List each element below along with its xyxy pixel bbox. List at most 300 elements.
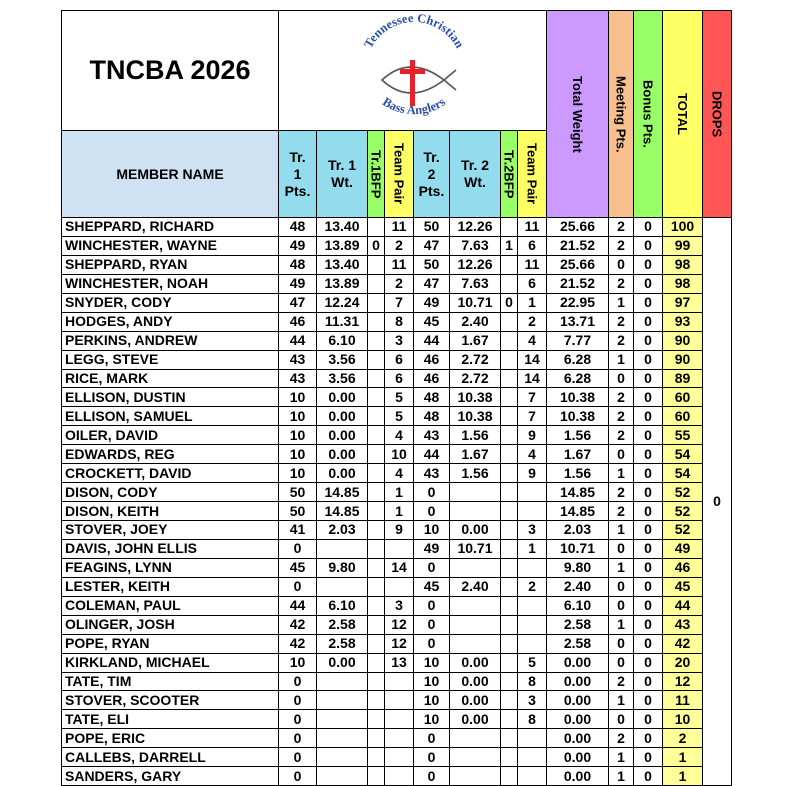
cell-tr2-wt: 2.40 (450, 312, 501, 331)
cell-total-weight: 21.52 (547, 274, 609, 293)
cell-tr1-pts: 44 (279, 596, 317, 615)
cell-tr2-pts: 46 (414, 369, 450, 388)
table-row (62, 464, 732, 483)
cell-meeting-pts: 0 (609, 634, 634, 653)
cell-tr2-pts: 45 (414, 312, 450, 331)
cell-tr1-wt: 14.85 (317, 502, 368, 521)
cell-tr1-wt (317, 691, 368, 710)
cell-tr2-wt: 1.67 (450, 331, 501, 350)
cell-team-pair-1: 5 (385, 388, 414, 407)
cell-member-name: ELLISON, SAMUEL (62, 407, 279, 426)
cell-tr2-bfp (501, 748, 518, 767)
cell-tr1-bfp (368, 350, 385, 369)
cell-total-weight: 7.77 (547, 331, 609, 350)
cell-team-pair-2: 5 (518, 653, 547, 672)
cell-tr1-bfp (368, 464, 385, 483)
table-row (62, 748, 732, 767)
cell-tr2-pts: 43 (414, 464, 450, 483)
cell-bonus-pts: 0 (634, 653, 663, 672)
cell-tr2-pts: 47 (414, 274, 450, 293)
cell-team-pair-1: 4 (385, 426, 414, 445)
cell-total-weight: 2.58 (547, 615, 609, 634)
cell-meeting-pts: 2 (609, 218, 634, 237)
cell-bonus-pts: 0 (634, 539, 663, 558)
cell-tr2-pts: 50 (414, 218, 450, 237)
cell-bonus-pts: 0 (634, 483, 663, 502)
cell-tr1-wt: 2.03 (317, 521, 368, 540)
cell-tr2-bfp (501, 596, 518, 615)
cell-meeting-pts: 2 (609, 502, 634, 521)
cell-tr2-wt (450, 615, 501, 634)
cell-member-name: COLEMAN, PAUL (62, 596, 279, 615)
cell-bonus-pts: 0 (634, 218, 663, 237)
cell-total: 98 (663, 274, 703, 293)
cell-member-name: SHEPPARD, RYAN (62, 255, 279, 274)
cell-tr1-wt: 0.00 (317, 445, 368, 464)
cell-team-pair-2: 7 (518, 388, 547, 407)
table-row (62, 369, 732, 388)
cell-total-weight: 25.66 (547, 218, 609, 237)
cell-tr2-wt: 10.71 (450, 293, 501, 312)
header-total: TOTAL (663, 11, 703, 218)
cell-member-name: CALLEBS, DARRELL (62, 748, 279, 767)
cell-tr1-pts: 0 (279, 539, 317, 558)
table-row (62, 672, 732, 691)
cell-tr1-bfp (368, 748, 385, 767)
cell-tr1-bfp (368, 388, 385, 407)
cell-tr1-pts: 49 (279, 274, 317, 293)
cell-tr1-pts: 43 (279, 369, 317, 388)
cell-member-name: PERKINS, ANDREW (62, 331, 279, 350)
cell-member-name: LEGG, STEVE (62, 350, 279, 369)
cell-bonus-pts: 0 (634, 331, 663, 350)
cell-team-pair-1: 3 (385, 596, 414, 615)
cell-total: 55 (663, 426, 703, 445)
cell-meeting-pts: 1 (609, 558, 634, 577)
cell-tr2-wt: 1.56 (450, 464, 501, 483)
cell-tr1-pts: 10 (279, 653, 317, 672)
cell-tr2-pts: 10 (414, 653, 450, 672)
header-tr2-bfp: Tr.2BFP (501, 131, 518, 218)
cell-tr2-wt: 7.63 (450, 274, 501, 293)
cell-tr1-wt: 12.24 (317, 293, 368, 312)
cell-member-name: KIRKLAND, MICHAEL (62, 653, 279, 672)
cell-total-weight: 1.67 (547, 445, 609, 464)
cell-tr2-pts: 49 (414, 539, 450, 558)
cell-total: 98 (663, 255, 703, 274)
cell-tr2-pts: 0 (414, 748, 450, 767)
cell-tr1-wt: 14.85 (317, 483, 368, 502)
cell-meeting-pts: 1 (609, 350, 634, 369)
cell-bonus-pts: 0 (634, 596, 663, 615)
cell-tr1-bfp (368, 729, 385, 748)
cell-member-name: OLINGER, JOSH (62, 615, 279, 634)
cell-total-weight: 6.28 (547, 369, 609, 388)
cell-tr2-wt: 0.00 (450, 672, 501, 691)
cell-tr2-wt: 2.72 (450, 350, 501, 369)
cell-team-pair-2: 7 (518, 407, 547, 426)
cell-total: 11 (663, 691, 703, 710)
cell-tr1-pts: 49 (279, 236, 317, 255)
cell-tr1-pts: 50 (279, 483, 317, 502)
cell-tr2-pts: 50 (414, 255, 450, 274)
cell-tr2-wt: 2.72 (450, 369, 501, 388)
cell-total-weight: 0.00 (547, 729, 609, 748)
cell-tr1-wt: 6.10 (317, 331, 368, 350)
cell-bonus-pts: 0 (634, 672, 663, 691)
cell-meeting-pts: 1 (609, 521, 634, 540)
cell-tr2-pts: 47 (414, 236, 450, 255)
cell-bonus-pts: 0 (634, 274, 663, 293)
cell-tr1-bfp (368, 615, 385, 634)
cell-tr1-pts: 0 (279, 767, 317, 786)
cell-team-pair-1: 9 (385, 521, 414, 540)
cell-tr1-wt (317, 577, 368, 596)
cell-meeting-pts: 2 (609, 426, 634, 445)
cell-team-pair-2: 4 (518, 331, 547, 350)
cell-tr1-pts: 47 (279, 293, 317, 312)
table-row (62, 729, 732, 748)
cell-tr1-bfp (368, 521, 385, 540)
cell-tr1-bfp (368, 218, 385, 237)
cell-team-pair-1 (385, 710, 414, 729)
logo-top-text: Tennessee Christian (360, 12, 467, 51)
cell-team-pair-1 (385, 539, 414, 558)
table-row (62, 577, 732, 596)
cell-bonus-pts: 0 (634, 445, 663, 464)
cell-total: 60 (663, 388, 703, 407)
cell-team-pair-2 (518, 558, 547, 577)
cell-tr2-wt: 0.00 (450, 710, 501, 729)
cell-bonus-pts: 0 (634, 502, 663, 521)
cell-tr2-wt: 0.00 (450, 653, 501, 672)
cell-bonus-pts: 0 (634, 615, 663, 634)
cell-bonus-pts: 0 (634, 691, 663, 710)
cell-meeting-pts: 2 (609, 274, 634, 293)
cell-tr1-pts: 41 (279, 521, 317, 540)
cell-tr1-bfp (368, 653, 385, 672)
cell-member-name: STOVER, SCOOTER (62, 691, 279, 710)
cell-tr1-bfp (368, 691, 385, 710)
cell-meeting-pts: 0 (609, 369, 634, 388)
cell-tr1-bfp (368, 407, 385, 426)
cell-tr1-pts: 10 (279, 388, 317, 407)
cell-tr2-bfp (501, 331, 518, 350)
cell-tr2-bfp (501, 521, 518, 540)
cell-tr2-bfp (501, 539, 518, 558)
cell-total-weight: 10.71 (547, 539, 609, 558)
cell-tr1-wt: 2.58 (317, 615, 368, 634)
cell-tr2-pts: 0 (414, 483, 450, 502)
table-row (62, 255, 732, 274)
cell-tr1-wt (317, 672, 368, 691)
cell-total-weight: 22.95 (547, 293, 609, 312)
cell-member-name: FEAGINS, LYNN (62, 558, 279, 577)
cell-tr2-wt (450, 483, 501, 502)
cell-total: 52 (663, 502, 703, 521)
cell-tr2-pts: 46 (414, 350, 450, 369)
cell-bonus-pts: 0 (634, 293, 663, 312)
cell-tr2-pts: 0 (414, 502, 450, 521)
cell-bonus-pts: 0 (634, 558, 663, 577)
cell-total: 99 (663, 236, 703, 255)
cell-tr2-pts: 48 (414, 407, 450, 426)
cell-team-pair-1: 10 (385, 445, 414, 464)
cell-meeting-pts: 0 (609, 596, 634, 615)
cell-tr2-bfp (501, 729, 518, 748)
cell-tr2-pts: 10 (414, 691, 450, 710)
cell-team-pair-2 (518, 483, 547, 502)
cell-tr2-wt: 10.38 (450, 388, 501, 407)
cell-team-pair-1: 6 (385, 369, 414, 388)
table-row (62, 634, 732, 653)
standings-table (61, 10, 732, 786)
cell-total: 10 (663, 710, 703, 729)
cell-total: 90 (663, 350, 703, 369)
cell-meeting-pts: 1 (609, 691, 634, 710)
cell-tr1-wt: 13.40 (317, 218, 368, 237)
header-tr2-wt: Tr. 2 Wt. (450, 131, 501, 218)
cell-tr1-wt: 2.58 (317, 634, 368, 653)
cell-member-name: SANDERS, GARY (62, 767, 279, 786)
cell-team-pair-2: 1 (518, 293, 547, 312)
cell-bonus-pts: 0 (634, 236, 663, 255)
cell-meeting-pts: 2 (609, 407, 634, 426)
cell-meeting-pts: 0 (609, 445, 634, 464)
cell-tr1-bfp (368, 577, 385, 596)
cell-tr2-bfp (501, 426, 518, 445)
cell-member-name: POPE, ERIC (62, 729, 279, 748)
cell-team-pair-2: 6 (518, 274, 547, 293)
table-row (62, 539, 732, 558)
cell-total: 54 (663, 445, 703, 464)
cell-total-weight: 0.00 (547, 672, 609, 691)
cell-tr1-pts: 0 (279, 710, 317, 729)
cell-tr2-wt: 1.56 (450, 426, 501, 445)
cell-tr2-bfp (501, 445, 518, 464)
cell-total: 97 (663, 293, 703, 312)
cell-total-weight: 0.00 (547, 653, 609, 672)
cell-bonus-pts: 0 (634, 767, 663, 786)
cell-team-pair-2 (518, 729, 547, 748)
cell-tr2-bfp (501, 274, 518, 293)
cell-team-pair-1 (385, 729, 414, 748)
cell-tr1-pts: 0 (279, 748, 317, 767)
cell-team-pair-1 (385, 577, 414, 596)
cell-total: 54 (663, 464, 703, 483)
cell-meeting-pts: 1 (609, 293, 634, 312)
cell-tr2-pts: 0 (414, 729, 450, 748)
cell-tr1-wt: 3.56 (317, 369, 368, 388)
header-meeting-pts: Meeting Pts. (609, 11, 634, 218)
cell-total-weight: 1.56 (547, 426, 609, 445)
table-row (62, 483, 732, 502)
cell-meeting-pts: 0 (609, 539, 634, 558)
cell-tr2-pts: 10 (414, 672, 450, 691)
table-row (62, 710, 732, 729)
cell-team-pair-2: 8 (518, 710, 547, 729)
cell-member-name: DAVIS, JOHN ELLIS (62, 539, 279, 558)
cell-tr2-wt: 0.00 (450, 521, 501, 540)
cell-team-pair-2: 9 (518, 464, 547, 483)
cell-team-pair-1: 11 (385, 218, 414, 237)
cell-member-name: CROCKETT, DAVID (62, 464, 279, 483)
cell-tr2-pts: 45 (414, 577, 450, 596)
drops-value: 0 (703, 218, 732, 786)
cell-tr2-bfp (501, 502, 518, 521)
cell-team-pair-1: 14 (385, 558, 414, 577)
cell-total: 42 (663, 634, 703, 653)
cell-member-name: POPE, RYAN (62, 634, 279, 653)
cell-tr2-bfp (501, 407, 518, 426)
cell-tr1-wt: 0.00 (317, 464, 368, 483)
cell-tr2-bfp (501, 615, 518, 634)
cell-tr1-pts: 42 (279, 634, 317, 653)
cell-total-weight: 0.00 (547, 748, 609, 767)
cell-tr1-pts: 46 (279, 312, 317, 331)
cell-tr2-bfp (501, 312, 518, 331)
table-row (62, 502, 732, 521)
cell-meeting-pts: 1 (609, 767, 634, 786)
cell-tr2-bfp (501, 577, 518, 596)
cell-team-pair-2 (518, 634, 547, 653)
cell-tr1-wt: 0.00 (317, 653, 368, 672)
cell-meeting-pts: 0 (609, 255, 634, 274)
logo-bottom-text: Bass Anglers (379, 94, 448, 118)
cell-tr2-bfp (501, 255, 518, 274)
cell-bonus-pts: 0 (634, 634, 663, 653)
cell-tr1-bfp (368, 445, 385, 464)
cell-team-pair-2: 4 (518, 445, 547, 464)
cell-total: 1 (663, 767, 703, 786)
cell-tr2-pts: 0 (414, 596, 450, 615)
cell-bonus-pts: 0 (634, 312, 663, 331)
cell-tr1-wt: 0.00 (317, 388, 368, 407)
cell-tr2-wt: 10.71 (450, 539, 501, 558)
cell-meeting-pts: 2 (609, 483, 634, 502)
header-tr1-pts: Tr. 1 Pts. (279, 131, 317, 218)
cell-total-weight: 10.38 (547, 407, 609, 426)
cell-member-name: LESTER, KEITH (62, 577, 279, 596)
cell-tr1-pts: 48 (279, 218, 317, 237)
cell-tr1-bfp (368, 672, 385, 691)
cell-tr1-wt: 13.89 (317, 236, 368, 255)
header-team-pair-2: Team Pair (518, 131, 547, 218)
cell-team-pair-1: 12 (385, 615, 414, 634)
cell-tr1-pts: 43 (279, 350, 317, 369)
header-tr1-wt: Tr. 1 Wt. (317, 131, 368, 218)
cell-team-pair-1: 11 (385, 255, 414, 274)
cell-tr2-pts: 49 (414, 293, 450, 312)
tcba-fish-cross-logo (338, 12, 488, 124)
cell-team-pair-2 (518, 615, 547, 634)
header-drops: DROPS (703, 11, 732, 218)
cell-total: 60 (663, 407, 703, 426)
cell-team-pair-1 (385, 691, 414, 710)
cell-team-pair-1: 1 (385, 483, 414, 502)
cell-total-weight: 6.28 (547, 350, 609, 369)
cell-team-pair-1: 2 (385, 236, 414, 255)
cell-tr2-wt: 12.26 (450, 218, 501, 237)
cell-total-weight: 1.56 (547, 464, 609, 483)
cell-team-pair-2: 8 (518, 672, 547, 691)
table-row (62, 691, 732, 710)
cell-tr1-pts: 0 (279, 691, 317, 710)
cell-total: 1 (663, 748, 703, 767)
cell-bonus-pts: 0 (634, 426, 663, 445)
cell-team-pair-2 (518, 748, 547, 767)
cell-tr1-bfp (368, 596, 385, 615)
cell-team-pair-1: 3 (385, 331, 414, 350)
cell-total: 52 (663, 521, 703, 540)
cell-tr1-wt: 13.40 (317, 255, 368, 274)
cell-tr1-bfp (368, 293, 385, 312)
cell-bonus-pts: 0 (634, 710, 663, 729)
cell-total: 44 (663, 596, 703, 615)
cell-meeting-pts: 2 (609, 672, 634, 691)
table-row (62, 558, 732, 577)
cell-tr1-bfp (368, 331, 385, 350)
cell-tr1-pts: 0 (279, 729, 317, 748)
header-tr1-bfp: Tr.1BFP (368, 131, 385, 218)
cell-total-weight: 13.71 (547, 312, 609, 331)
cell-tr2-wt: 0.00 (450, 691, 501, 710)
cell-team-pair-1: 8 (385, 312, 414, 331)
cell-tr1-bfp (368, 255, 385, 274)
cell-team-pair-2: 3 (518, 521, 547, 540)
cell-tr1-wt: 0.00 (317, 426, 368, 445)
cell-meeting-pts: 0 (609, 577, 634, 596)
cell-tr2-wt: 2.40 (450, 577, 501, 596)
cell-meeting-pts: 1 (609, 464, 634, 483)
cell-meeting-pts: 2 (609, 331, 634, 350)
table-row (62, 388, 732, 407)
cell-total-weight: 0.00 (547, 691, 609, 710)
cell-member-name: DISON, KEITH (62, 502, 279, 521)
cell-tr2-wt (450, 596, 501, 615)
cell-team-pair-1: 5 (385, 407, 414, 426)
cell-bonus-pts: 0 (634, 577, 663, 596)
cell-tr2-pts: 0 (414, 767, 450, 786)
cell-team-pair-1: 2 (385, 274, 414, 293)
cell-meeting-pts: 1 (609, 748, 634, 767)
cell-tr1-wt: 6.10 (317, 596, 368, 615)
cell-total: 2 (663, 729, 703, 748)
cell-team-pair-2: 6 (518, 236, 547, 255)
table-row (62, 615, 732, 634)
cell-tr1-wt: 9.80 (317, 558, 368, 577)
cell-tr1-wt (317, 748, 368, 767)
cell-tr2-wt: 1.67 (450, 445, 501, 464)
cell-total: 45 (663, 577, 703, 596)
cell-team-pair-2: 14 (518, 369, 547, 388)
cell-tr2-pts: 10 (414, 710, 450, 729)
cell-bonus-pts: 0 (634, 369, 663, 388)
cell-tr2-bfp (501, 464, 518, 483)
cell-team-pair-2: 1 (518, 539, 547, 558)
cell-tr2-wt (450, 748, 501, 767)
cell-bonus-pts: 0 (634, 464, 663, 483)
cell-total-weight: 14.85 (547, 483, 609, 502)
cell-member-name: ELLISON, DUSTIN (62, 388, 279, 407)
cell-total-weight: 21.52 (547, 236, 609, 255)
cell-tr2-bfp (501, 710, 518, 729)
cell-total: 46 (663, 558, 703, 577)
cell-tr2-bfp (501, 218, 518, 237)
cell-total-weight: 6.10 (547, 596, 609, 615)
cell-total-weight: 2.03 (547, 521, 609, 540)
cell-tr1-wt (317, 729, 368, 748)
